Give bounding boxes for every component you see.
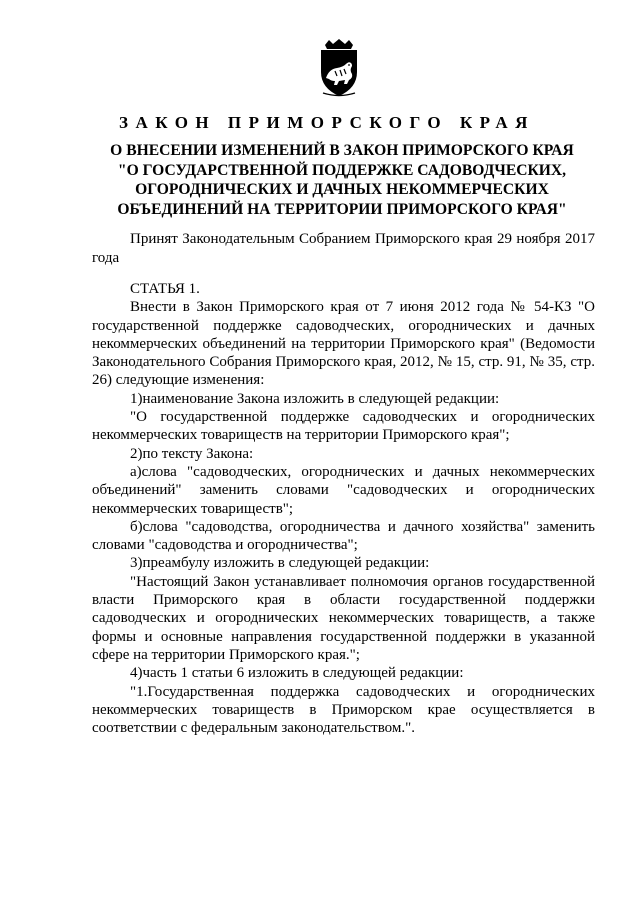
article-paragraph: 3)преамбулу изложить в следующей редакции: xyxy=(130,555,430,572)
law-title: ЗАКОН ПРИМОРСКОГО КРАЯ xyxy=(119,113,535,132)
article-paragraph: Внести в Закон Приморского края от 7 июня 2012 года № 54-КЗ "О государственной поддержке садоводческих, огороднических и дачных некоммерческих объединений на территории Приморского края" (Ведомости Законодательного Собрания Приморского края, 2012, № 15, стр. 91, № 35, стр. 26) следующие изменения: xyxy=(92,299,595,389)
article-paragraph: "1.Государственная поддержка садоводческих и огороднических некоммерческих товариществ в Приморском крае осуществляется в соответствии с федеральным законодательством.". xyxy=(92,683,595,737)
article-paragraph: 2)по тексту Закона: xyxy=(130,445,254,462)
adoption-note xyxy=(92,230,595,267)
article-paragraph: "О государственной поддержке садоводческих и огороднических некоммерческих товариществ на территории Приморского края"; xyxy=(92,409,595,444)
article-paragraph: 1)наименование Закона изложить в следующей редакции: xyxy=(130,390,500,407)
article-paragraph: "Настоящий Закон устанавливает полномочия органов государственной власти Приморского края в области государственной поддержки садоводческих и огороднических некоммерческих товариществ, а также формы и основные направления государственной поддержки в указанной сфере на территории Приморского края."; xyxy=(92,573,595,663)
law-subtitle xyxy=(92,141,592,219)
tiger-shield-icon xyxy=(313,38,365,98)
subtitle-line: "О ГОСУДАРСТВЕННОЙ ПОДДЕРЖКЕ САДОВОДЧЕСКИХ, xyxy=(117,161,567,179)
subtitle-line: ОГОРОДНИЧЕСКИХ И ДАЧНЫХ НЕКОММЕРЧЕСКИХ xyxy=(135,181,549,198)
subtitle-line: О ВНЕСЕНИИ ИЗМЕНЕНИЙ В ЗАКОН ПРИМОРСКОГО КРАЯ xyxy=(110,142,574,159)
coat-of-arms-emblem xyxy=(313,38,365,98)
adoption-text: Принят Законодательным Собранием Приморского края 29 ноября 2017 года xyxy=(92,231,595,266)
article-paragraph: б)слова "садоводства, огородничества и дачного хозяйства" заменить словами "садоводства и огородничества"; xyxy=(92,518,595,554)
article-heading: СТАТЬЯ 1. xyxy=(130,281,200,297)
article-paragraph: а)слова "садоводческих, огороднических и дачных некоммерческих объединений" заменить словами "садоводческих и огороднических некоммерческих товариществ"; xyxy=(92,463,595,517)
article-paragraph: 4)часть 1 статьи 6 изложить в следующей редакции: xyxy=(130,665,464,682)
article-1 xyxy=(92,280,595,737)
subtitle-line: ОБЪЕДИНЕНИЙ НА ТЕРРИТОРИИ ПРИМОРСКОГО КРАЯ" xyxy=(117,200,567,218)
